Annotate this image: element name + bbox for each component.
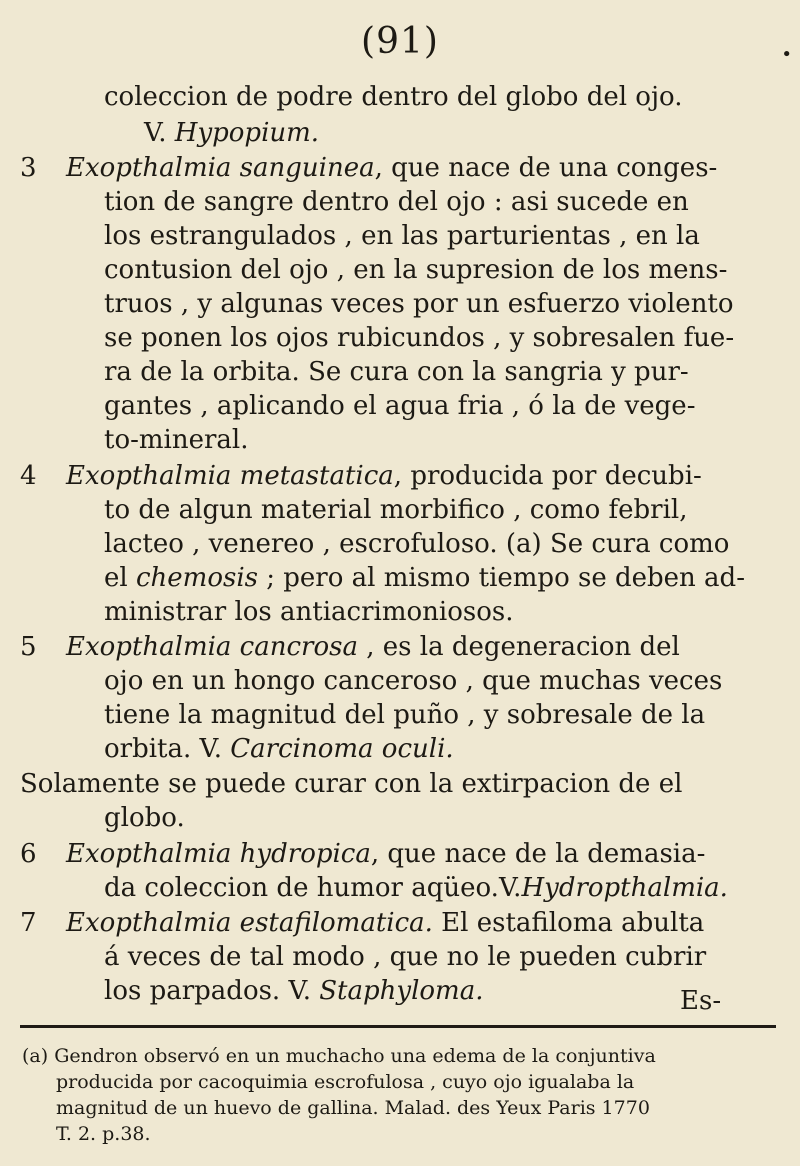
text-line: [66, 906, 704, 940]
text-line: [104, 80, 682, 114]
item-number: 5: [20, 632, 37, 662]
text-line: ministrar los antiacrimoniosos.: [104, 597, 514, 627]
text-span: , es la degeneracion del: [357, 632, 680, 662]
text-line: se ponen los ojos rubicundos , y sobresalen fue-: [104, 323, 735, 353]
italic-term: chemosis: [135, 563, 258, 593]
item-number: 7: [20, 908, 37, 938]
text-line: á veces de tal modo , que no le pueden cubrir: [104, 942, 707, 972]
item-number: 3: [20, 153, 37, 183]
text-line: [104, 974, 483, 1008]
footnote-line: T. 2. p.38.: [56, 1123, 151, 1145]
catchword: Es-: [680, 986, 722, 1016]
text-line: truos , y algunas veces por un esfuerzo violento: [104, 289, 734, 319]
text-line: contusion del ojo , en la supresion de los mens-: [104, 255, 728, 285]
text-line: gantes , aplicando el agua fria , ó la de vege-: [104, 391, 696, 421]
text-span: ; pero al mismo tiempo se deben ad-: [257, 563, 745, 593]
text-line: [104, 561, 745, 595]
text-span: el: [104, 563, 136, 593]
text-span: coleccion de podre dentro del globo del ojo.: [104, 82, 683, 112]
text-span: orbita. V.: [104, 734, 231, 764]
text-span: , que nace de la demasia-: [370, 839, 706, 869]
text-line: lacteo , venereo , escrofuloso. (a) Se cura como: [104, 529, 730, 559]
footnote-line: magnitud de un huevo de gallina. Malad. des Yeux Paris 1770: [56, 1097, 650, 1119]
text-line: tion de sangre dentro del ojo : asi sucede en: [104, 187, 689, 217]
text-span: , que nace de una conges-: [374, 153, 718, 183]
text-line: to de algun material morbifico , como febril,: [104, 495, 688, 525]
text-line: [66, 630, 680, 664]
text-line: [66, 837, 705, 871]
text-line: ojo en un hongo canceroso , que muchas veces: [104, 666, 723, 696]
text-line: globo.: [104, 803, 185, 833]
text-line: Solamente se puede curar con la extirpacion de el: [20, 769, 683, 799]
italic-term: Exopthalmia cancrosa: [66, 632, 358, 662]
italic-term: Exopthalmia hydropica: [66, 839, 371, 869]
text-line: [66, 151, 717, 185]
text-span: El estafiloma abulta: [432, 908, 705, 938]
text-line: [66, 459, 702, 493]
italic-term: Hydropthalmia.: [521, 873, 728, 903]
text-span: V.: [144, 118, 175, 148]
italic-term: Exopthalmia metastatica: [66, 461, 394, 491]
edge-mark: •: [781, 44, 792, 65]
italic-term: Carcinoma oculi.: [230, 734, 454, 764]
text-line: [104, 871, 728, 905]
italic-term: Exopthalmia sanguinea: [66, 153, 375, 183]
footnote-line: producida por cacoquimia escrofulosa , cuyo ojo igualaba la: [56, 1071, 635, 1093]
text-line: los estrangulados , en las parturientas , en la: [104, 221, 700, 251]
footnote-line: (a) Gendron observó en un muchacho una edema de la conjuntiva: [22, 1045, 656, 1067]
text-span: da coleccion de humor aqüeo.V.: [104, 873, 522, 903]
text-span: , producida por decubi-: [393, 461, 702, 491]
italic-term: Exopthalmia estafilomatica.: [66, 908, 433, 938]
text-line: tiene la magnitud del puño , y sobresale de la: [104, 700, 706, 730]
page-number-header: (91): [361, 21, 439, 62]
text-line: [104, 732, 454, 766]
text-line: ra de la orbita. Se cura con la sangria y pur-: [104, 357, 689, 387]
item-number: 4: [20, 461, 37, 491]
text-line: to-mineral.: [104, 425, 249, 455]
item-number: 6: [20, 839, 37, 869]
italic-term: Hypopium.: [174, 118, 320, 148]
text-line: [144, 116, 319, 150]
text-span: los parpados. V.: [104, 976, 320, 1006]
italic-term: Staphyloma.: [319, 976, 484, 1006]
footnote-divider: [20, 1025, 776, 1028]
